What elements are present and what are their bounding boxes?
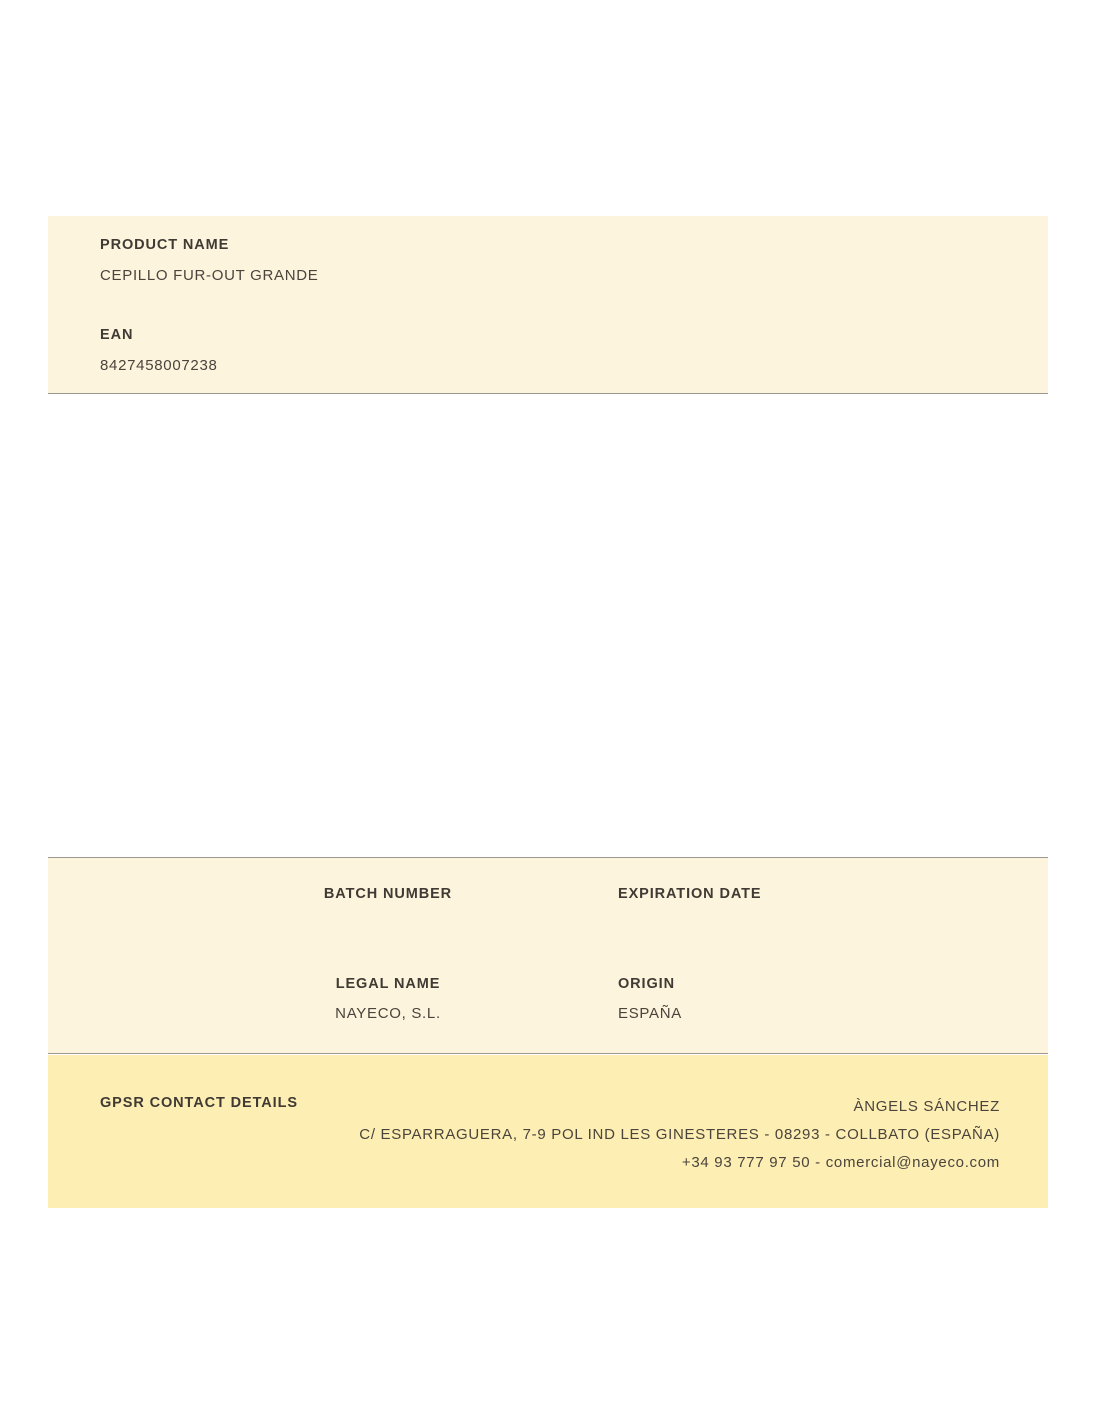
batch-legal-panel (48, 857, 1048, 1054)
origin-value: ESPAÑA (618, 1005, 682, 1022)
gpsr-contact-panel (48, 1055, 1048, 1208)
origin-label: ORIGIN (618, 976, 675, 992)
product-name-value: CEPILLO FUR-OUT GRANDE (100, 267, 319, 284)
legal-name-label: LEGAL NAME (335, 976, 441, 992)
gpsr-contact-phone-email: +34 93 777 97 50 - comercial@nayeco.com (681, 1154, 1000, 1171)
gpsr-contact-address: C/ ESPARRAGUERA, 7-9 POL IND LES GINESTERES - 08293 - COLLBATO (ESPAÑA) (359, 1126, 1000, 1143)
blank-content-area (48, 394, 1048, 857)
gpsr-contact-label: GPSR CONTACT DETAILS (100, 1095, 298, 1111)
legal-name-value: NAYECO, S.L. (335, 1005, 441, 1022)
ean-value: 8427458007238 (100, 357, 218, 374)
gpsr-contact-lines (359, 1093, 1000, 1177)
batch-number-label: BATCH NUMBER (323, 886, 453, 902)
product-name-label: PRODUCT NAME (100, 237, 230, 253)
product-info-panel (48, 216, 1048, 394)
gpsr-contact-person: ÀNGELS SÁNCHEZ (853, 1098, 1000, 1115)
expiration-date-label: EXPIRATION DATE (618, 886, 762, 902)
ean-label: EAN (100, 327, 134, 343)
